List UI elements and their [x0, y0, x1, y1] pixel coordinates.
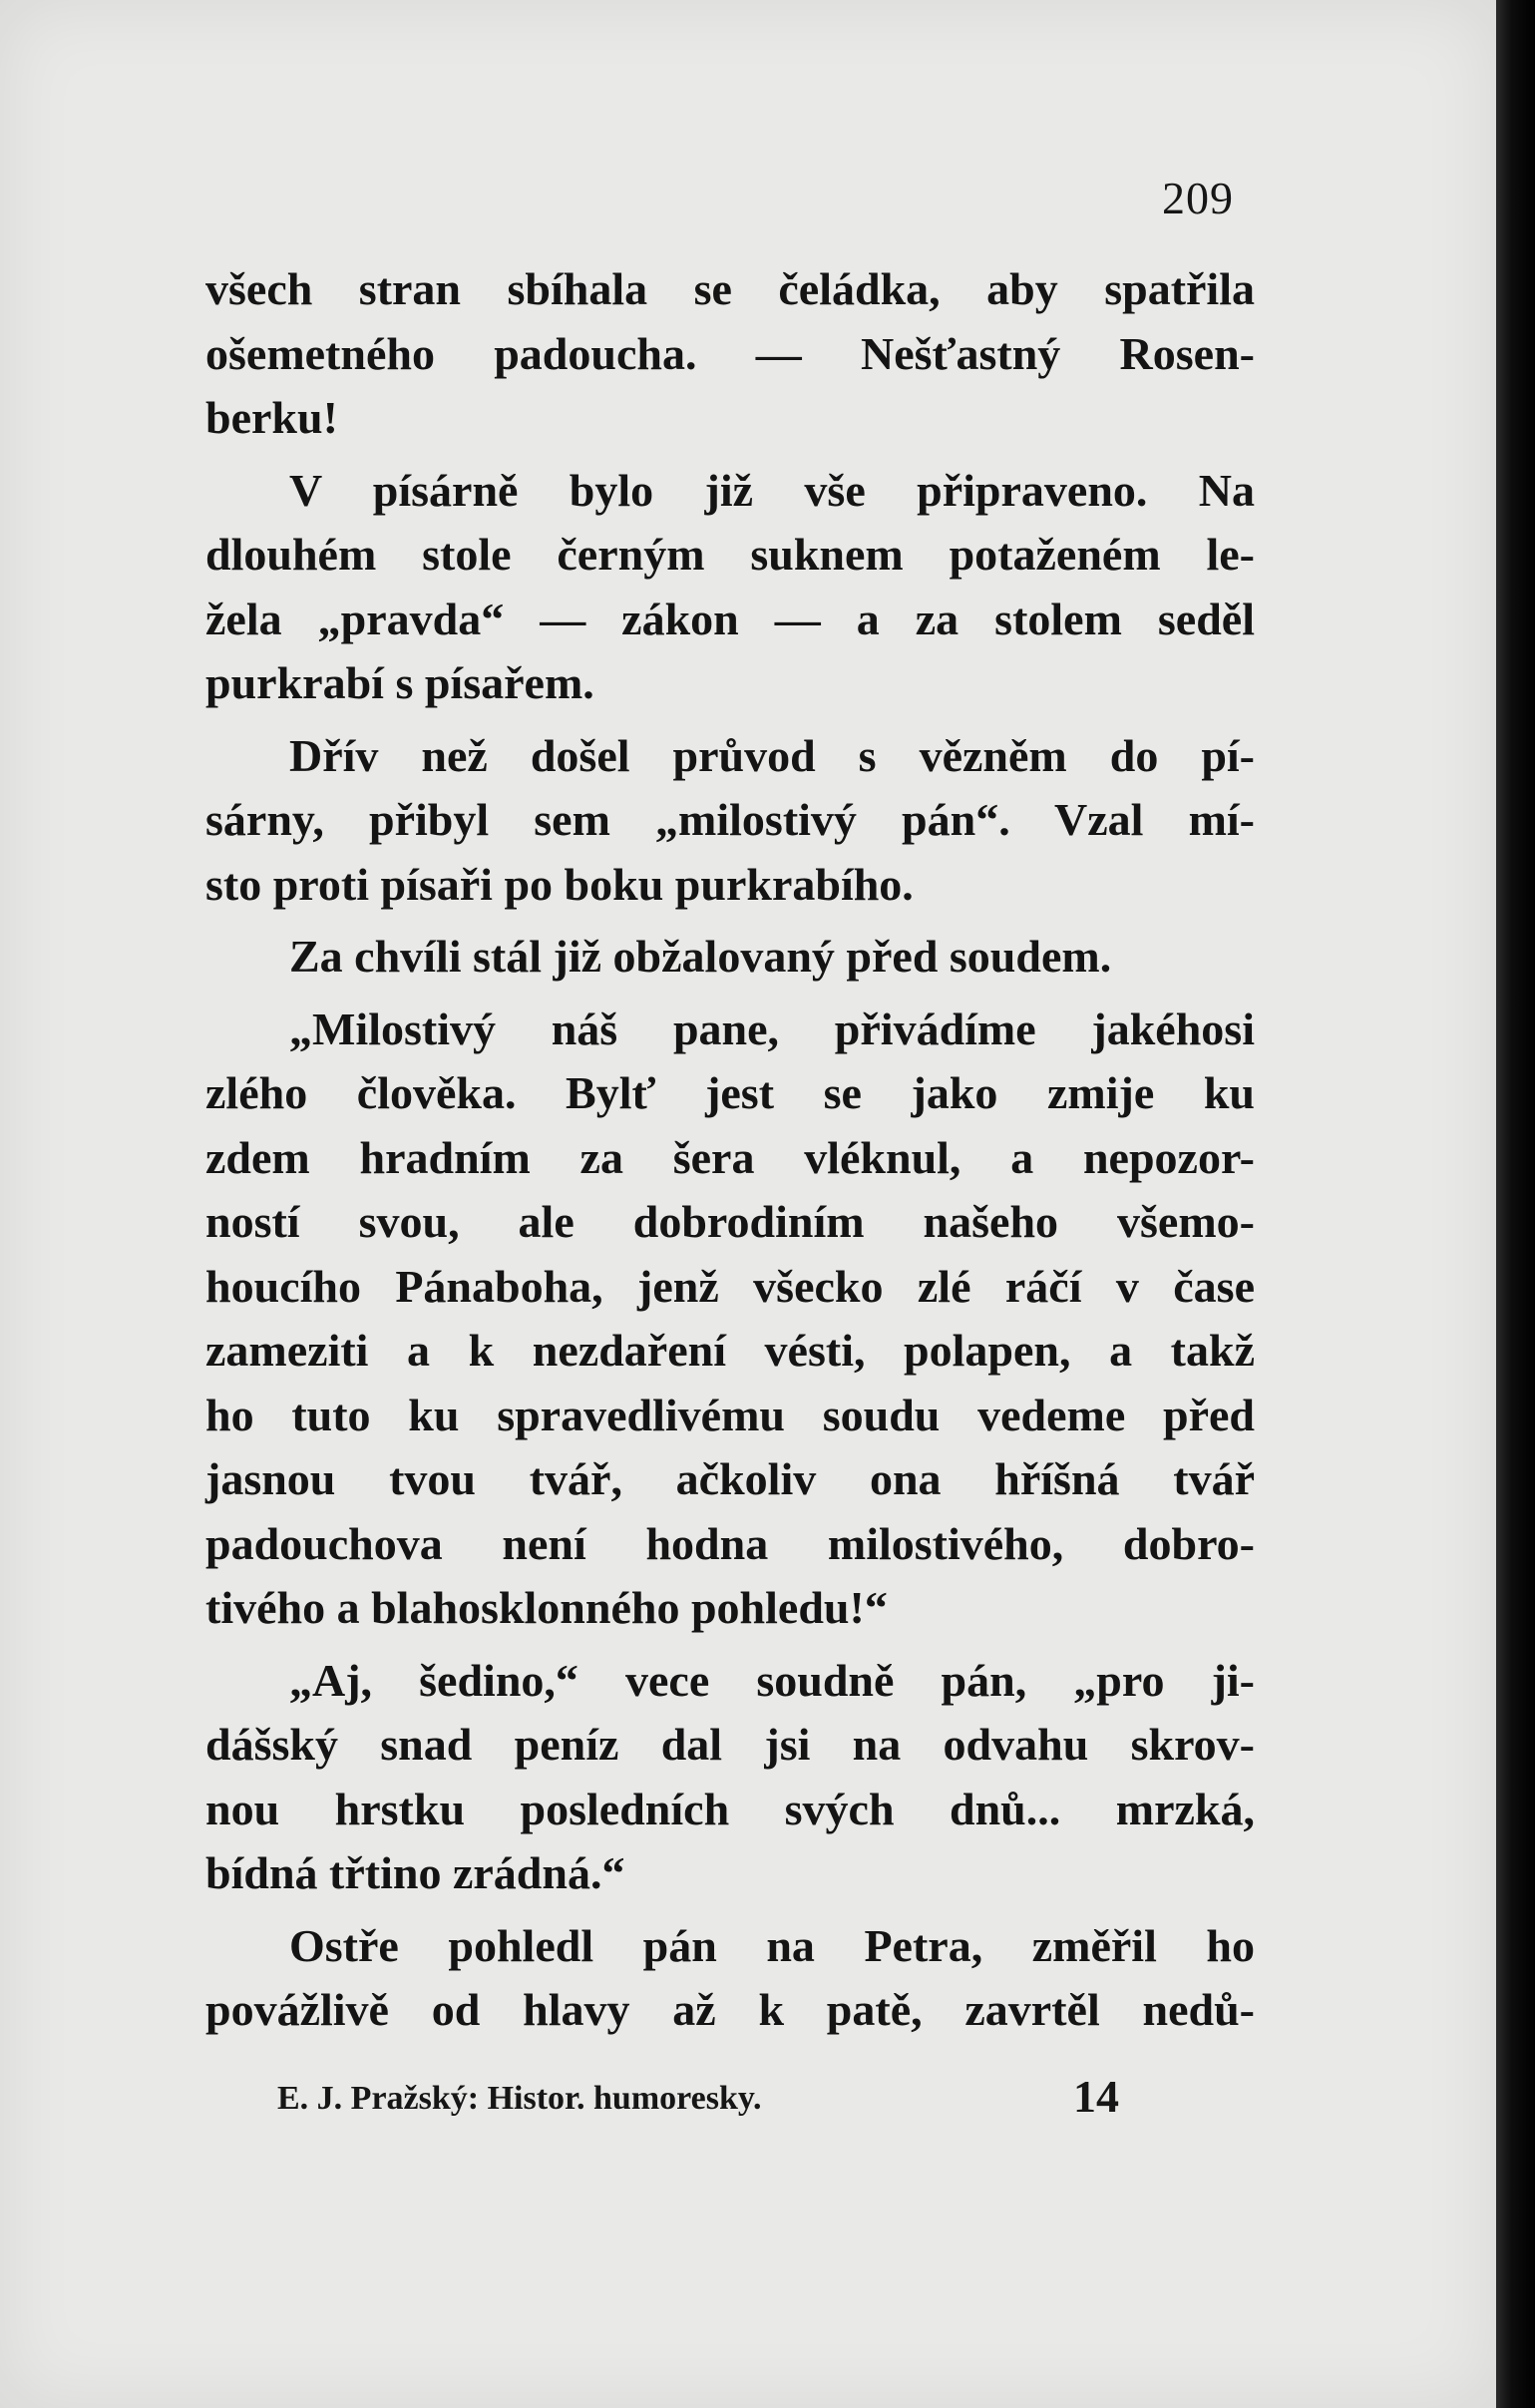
paragraph — [205, 1649, 1255, 1906]
text-line: padouchova není hodna milostivého, dobro- — [205, 1517, 1255, 1569]
paragraph-gap — [205, 1906, 1255, 1914]
text-line: sto proti písaři po boku purkrabího. — [205, 858, 914, 910]
text-line: Dřív než došel průvod s vězněm do pí- — [289, 729, 1255, 781]
paragraph — [205, 998, 1255, 1641]
text-line: ošemetného padoucha. — Nešťastný Rosen- — [205, 327, 1255, 379]
page-edge-shadow — [1496, 0, 1535, 2408]
text-line: jasnou tvou tvář, ačkoliv ona hříšná tvář — [205, 1453, 1255, 1504]
text-line: „Milostivý náš pane, přivádíme jakéhosi — [289, 1003, 1255, 1054]
text-line: nou hrstku posledních svých dnů... mrzká, — [205, 1783, 1255, 1834]
text-line: houcího Pánaboha, jenž všecko zlé ráčí v čase — [205, 1260, 1255, 1312]
paragraph-gap — [205, 716, 1255, 724]
text-line: berku! — [205, 392, 338, 443]
text-line: V písárně bylo již vše připraveno. Na — [289, 464, 1255, 516]
text-line: bídná třtino zrádná.“ — [205, 1847, 625, 1898]
text-line: povážlivě od hlavy až k patě, zavrtěl nedů- — [205, 1984, 1255, 2035]
text-line: dlouhém stole černým suknem potaženém le- — [205, 529, 1255, 580]
text-line: zlého člověka. Bylť jest se jako zmije ku — [205, 1067, 1255, 1118]
page-number: 209 — [1162, 173, 1234, 223]
footer-sheet-number: 14 — [1073, 2071, 1119, 2122]
text-line: sárny, přibyl sem „milostivý pán“. Vzal mí- — [205, 794, 1255, 845]
text-line: všech stran sbíhala se čeládka, aby spatřila — [205, 263, 1255, 314]
paragraph — [205, 459, 1255, 716]
text-line: purkrabí s písařem. — [205, 657, 594, 708]
paragraph — [205, 724, 1255, 918]
footer-signature: E. J. Pražský: Histor. humoresky. — [277, 2080, 762, 2117]
text-line: ností svou, ale dobrodiním našeho všemo- — [205, 1196, 1255, 1247]
text-line: žela „pravda“ — zákon — a za stolem seděl — [205, 593, 1255, 644]
paragraph-gap — [205, 917, 1255, 925]
text-line: zameziti a k nezdaření vésti, polapen, a takž — [205, 1325, 1255, 1376]
text-line: ho tuto ku spravedlivému soudu vedeme před — [205, 1389, 1255, 1440]
paragraph-gap — [205, 451, 1255, 459]
text-line: Za chvíli stál již obžalovaný před soudem. — [289, 931, 1112, 982]
paragraph — [205, 257, 1255, 451]
paragraph — [205, 1914, 1255, 2043]
body-text — [205, 257, 1255, 2043]
text-line: tivého a blahosklonného pohledu!“ — [205, 1582, 888, 1633]
text-line: dášský snad peníz dal jsi na odvahu skrov- — [205, 1719, 1255, 1770]
text-line: „Aj, šedino,“ vece soudně pán, „pro ji- — [289, 1654, 1255, 1706]
paragraph — [205, 925, 1255, 990]
text-line: zdem hradním za šera vléknul, a nepozor- — [205, 1131, 1255, 1183]
paragraph-gap — [205, 1641, 1255, 1649]
text-line: Ostře pohledl pán na Petra, změřil ho — [289, 1919, 1255, 1971]
paragraph-gap — [205, 990, 1255, 998]
